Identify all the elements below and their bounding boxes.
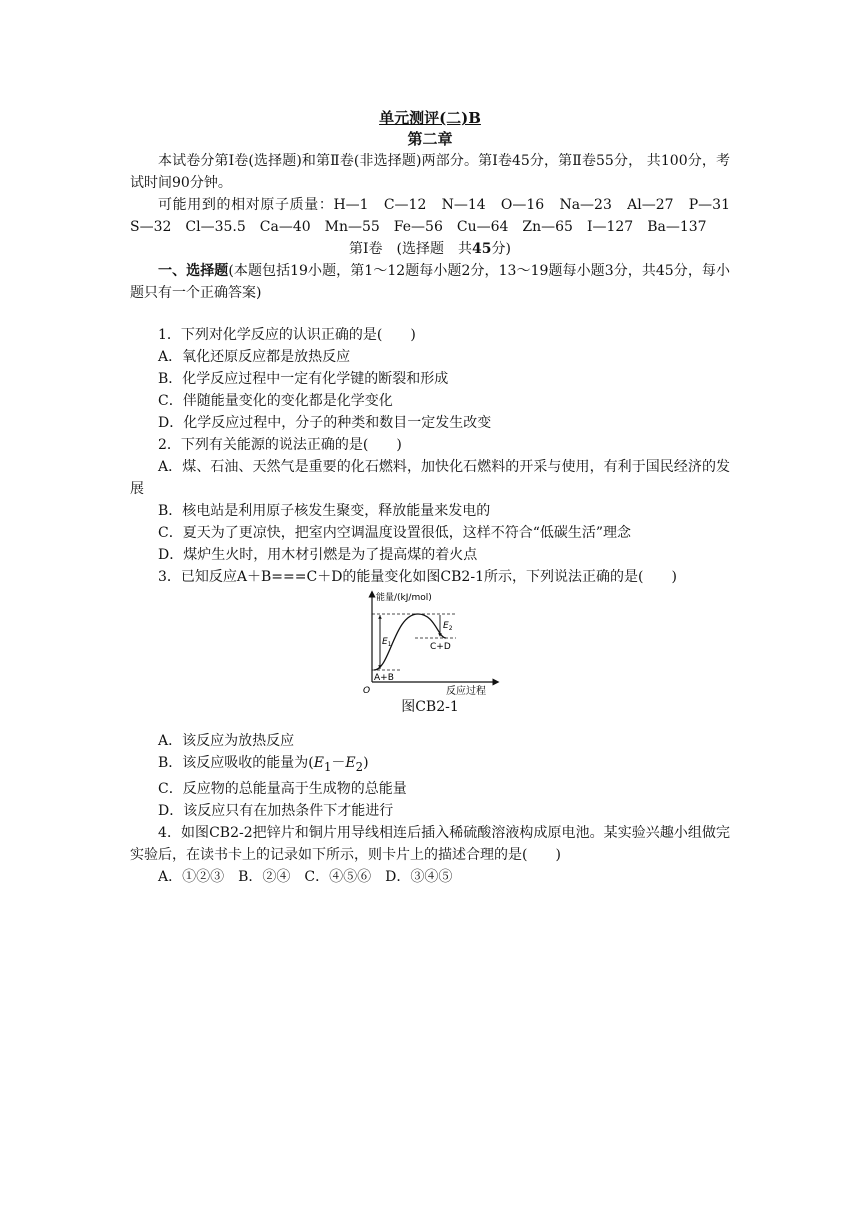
- section-heading: [130, 238, 730, 260]
- q4-stem: 4．如图CB2-2把锌片和铜片用导线相连后插入稀硫酸溶液构成原电池。某实验兴趣小组做完实验后，在读书卡上的记录如下所示，则卡片上的描述合理的是( ): [130, 824, 730, 863]
- section-heading-pre: 第Ⅰ卷 (选择题 共: [349, 241, 473, 257]
- q2-option-b: B．核电站是利用原子核发生聚变，释放能量来发电的: [158, 503, 491, 519]
- figure-caption: 图CB2-1: [401, 699, 459, 715]
- e1-label: $E_1$: [382, 637, 392, 648]
- q1-option-d: D．化学反应过程中，分子的种类和数目一定发生改变: [158, 415, 492, 431]
- q2-option-c: C．夏天为了更凉快，把室内空调温度设置很低，这样不符合“低碳生活”理念: [158, 525, 632, 541]
- part-label: 一、选择题: [158, 263, 229, 279]
- y-axis-label: 能量/(kJ/mol): [376, 593, 432, 603]
- q2-option-a: A．煤、石油、天然气是重要的化石燃料，加快化石燃料的开采与使用，有利于国民经济的发展: [130, 459, 730, 497]
- origin-label: O: [363, 686, 371, 696]
- q3-option-d: D．该反应只有在加热条件下才能进行: [158, 802, 394, 819]
- document-body: [130, 100, 744, 888]
- q4-options: A．①②③ B．②④ C．④⑤⑥ D．③④⑤: [158, 868, 453, 885]
- intro-paragraph: 本试卷分第Ⅰ卷(选择题)和第Ⅱ卷(非选择题)两部分。第Ⅰ卷45分，第Ⅱ卷55分， 共100分，考试时间90分钟。: [130, 153, 730, 191]
- q3-option-a: A．该反应为放热反应: [158, 733, 295, 749]
- document-title: 单元测评(二)B: [379, 109, 481, 127]
- q1-option-b: B．化学反应过程中一定有化学键的断裂和形成: [158, 371, 449, 387]
- q1-option-a: A．氧化还原反应都是放热反应: [158, 349, 351, 365]
- chapter-heading: 第二章: [407, 130, 453, 148]
- e2-label: $E_2$: [443, 621, 453, 632]
- q1-stem: 1．下列对化学反应的认识正确的是( ): [158, 327, 416, 343]
- spacer: [130, 304, 730, 324]
- q1-option-c: C．伴随能量变化的变化都是化学变化: [158, 393, 393, 409]
- atomic-masses-paragraph: 可能用到的相对原子质量：H—1 C—12 N—14 O—16 Na—23 Al—27 P—31 S—32 Cl—35.5 Ca—40 Mn—55 Fe—56 Cu—64 Zn—65 I—127 Ba—137: [130, 197, 744, 235]
- reactants-label: A+B: [374, 673, 394, 683]
- section-score: 45: [472, 241, 492, 257]
- part-description: (本题包括19小题，第1～12题每小题2分，13～19题每小题3分，共45分，每小题只有一个正确答案): [130, 263, 730, 301]
- section-heading-post: 分): [491, 241, 511, 257]
- q2-option-d: D．煤炉生火时，用木材引燃是为了提高煤的着火点: [158, 547, 478, 563]
- energy-diagram-figure: [130, 590, 730, 696]
- q2-stem: 2．下列有关能源的说法正确的是( ): [158, 437, 402, 453]
- q3-option-b: B．该反应吸收的能量为$(E_1-E_2)$: [158, 755, 369, 774]
- q3-stem: 3．已知反应A＋B===C＋D的能量变化如图CB2-1所示，下列说法正确的是( ): [158, 569, 677, 585]
- energy-diagram: [360, 590, 500, 696]
- spacer: [130, 718, 730, 730]
- products-label: C+D: [430, 642, 451, 652]
- part-instructions: [130, 260, 730, 304]
- x-axis-label: 反应过程: [446, 686, 486, 696]
- q3-option-c: C．反应物的总能量高于生成物的总能量: [158, 780, 407, 797]
